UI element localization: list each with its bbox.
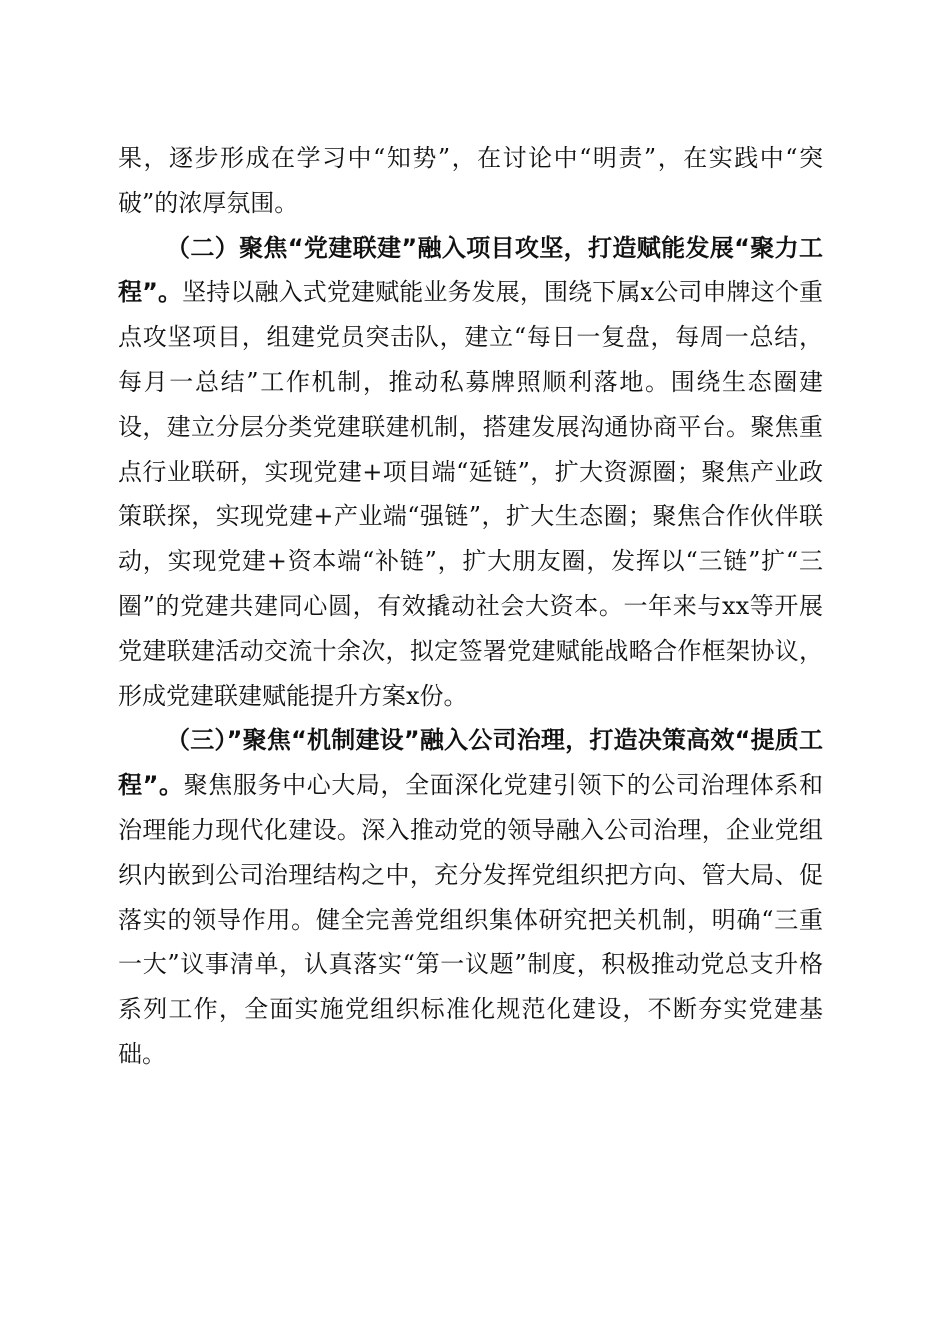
paragraph-body: 坚持以融入式党建赋能业务发展，围绕下属x公司申牌这个重点攻坚项目，组建党员突击队，建立“每日一复盘，每周一总结，每月一总结”工作机制，推动私募牌照顺利落地。围绕生态圈建设，建立分层分类党建联建机制，搭建发展沟通协商平台。聚焦重点行业联研，实现党建+项目端“延链”，扩大资源圈；聚焦产业政策联探，实现党建+产业端“强链”，扩大生态圈；聚焦合作伙伴联动，实现党建+资本端“补链”，扩大朋友圈，发挥以“三链”扩“三圈”的党建共建同心圆，有效撬动社会大资本。一年来与xx等开展党建联建活动交流十余次，拟定签署党建赋能战略合作框架协议，形成党建联建赋能提升方案x份。 <box>118 278 823 710</box>
paragraph-body: 聚焦服务中心大局，全面深化党建引领下的公司治理体系和治理能力现代化建设。深入推动党的领导融入公司治理，企业党组织内嵌到公司治理结构之中，充分发挥党组织把方向、管大局、促落实的领导作用。健全完善党组织集体研究把关机制，明确“三重一大”议事清单，认真落实“第一议题”制度，积极推动党总支升格系列工作，全面实施党组织标准化规范化建设，不断夯实党建基础。 <box>118 771 823 1068</box>
paragraph-section-two <box>118 226 823 719</box>
paragraph-section-three <box>118 718 823 1076</box>
section-heading: （二）聚焦“党建联建”融入项目攻坚，打造赋能发展“聚力工程”。 <box>118 233 823 307</box>
paragraph-continuation <box>118 136 823 226</box>
section-heading: （三）”聚焦“机制建设”融入公司治理，打造决策高效“提质工程”。 <box>118 726 823 800</box>
document-page <box>118 136 823 1077</box>
paragraph-body: 果，逐步形成在学习中“知势”，在讨论中“明责”，在实践中“突破”的浓厚氛围。 <box>118 144 823 217</box>
